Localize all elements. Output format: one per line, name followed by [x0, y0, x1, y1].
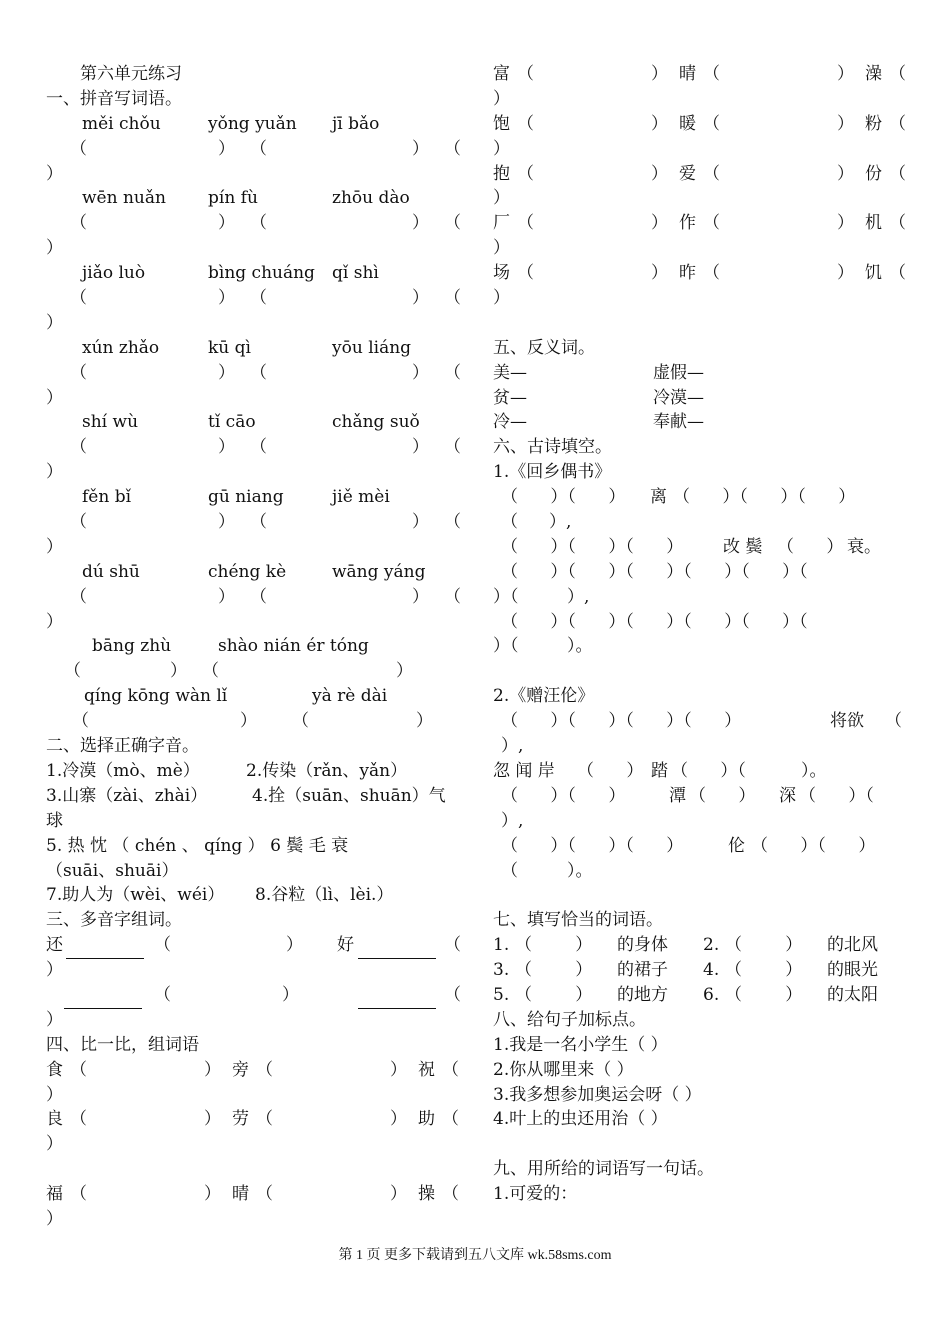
compare-row: 食 （ ） 旁 （ ） 祝 （: [46, 1058, 460, 1083]
polyphone-row-2: （ ） （: [46, 983, 460, 1008]
compare-char: 澡: [865, 64, 882, 84]
antonym-item: 贫—: [493, 387, 527, 408]
pron-item-7: 7.助人为（wèi、wéi）: [46, 885, 225, 906]
compare-row: 饱 （ ） 暖 （ ） 粉 （: [493, 112, 905, 137]
pron-item-2: 2.传染（rǎn、yǎn）: [246, 760, 408, 781]
pinyin-row: [46, 410, 460, 435]
section9-heading: 九、用所给的词语写一句话。: [493, 1159, 714, 1180]
pinyin-text: yōu liáng: [332, 337, 412, 358]
pron-item-4: 4.拴（suān、shuān）气: [252, 785, 446, 806]
pinyin-answer-row[interactable]: （ ） （ ） （: [70, 512, 461, 533]
compare-char: 食: [46, 1059, 63, 1080]
pinyin-text: dú shū: [82, 561, 140, 582]
section7-heading: 七、填写恰当的词语。: [493, 910, 663, 931]
compare-char: 饥: [865, 263, 882, 284]
compare-char: 场: [493, 263, 510, 284]
pinyin-text: yǒng yuǎn: [208, 113, 297, 134]
compare-right: 富 （ ） 晴 （ ） 澡 （ ） 饱 （ ） 暖 （ ） 粉 （ ） 抱 （ ） 爱 （ ） 份 （ ） 厂 （ ） 作 （ ） 机 （ ） 场 （ ） 昨 （ ） 饥 （ ）: [493, 64, 906, 309]
compare-char: 爱: [679, 163, 696, 184]
page-footer: 第 1 页 更多下载请到五八文库 wk.58sms.com: [338, 1248, 612, 1263]
pinyin-row: [46, 560, 460, 585]
poem1-line3: （ ）（ ）（ ） 改 鬓 （ ） 衰。: [501, 536, 881, 557]
pinyin-text: jiě mèi: [332, 487, 390, 508]
compare-char: 抱: [493, 163, 510, 184]
section6-heading: 六、古诗填空。: [493, 437, 612, 458]
pinyin-text: chéng kè: [208, 561, 287, 582]
pinyin-text: jiǎo luò: [82, 263, 146, 284]
pinyin-answer-row[interactable]: （ ） （ ） （: [70, 213, 461, 234]
pron-item-4-cont: 球: [46, 810, 63, 831]
punct-item: 1.我是一名小学生（ ）: [493, 1034, 668, 1055]
pinyin-text: bìng chuáng: [208, 263, 315, 284]
pinyin-text: wēn nuǎn: [82, 188, 166, 209]
answer-blank[interactable]: [358, 983, 436, 1009]
pinyin-text: gū niang: [208, 487, 284, 508]
answer-blank[interactable]: [64, 983, 142, 1009]
pron-item-3: 3.山寨（zài、zhài）: [46, 785, 208, 806]
answer-blank[interactable]: [358, 933, 436, 959]
section5-heading: 五、反义词。: [493, 337, 595, 358]
antonym-item: 奉献—: [653, 412, 704, 433]
pinyin-answer-row[interactable]: （ ） （ ） （: [70, 138, 461, 159]
poem2-title: 2.《赠汪伦》: [493, 686, 595, 707]
compare-char: 良: [46, 1109, 63, 1130]
antonym-item: 虚假—: [653, 362, 704, 383]
section8-heading: 八、给句子加标点。: [493, 1009, 646, 1030]
compare-char: 晴: [679, 64, 696, 84]
compare-row: 抱 （ ） 爱 （ ） 份 （: [493, 162, 905, 187]
section1-heading: 一、拼音写词语。: [46, 88, 182, 109]
pinyin-answer-row[interactable]: （ ） （ ）: [64, 661, 413, 682]
pinyin-text: shào nián ér tóng: [218, 636, 369, 657]
antonym-item: 冷漠—: [653, 387, 704, 408]
compare-char: 粉: [865, 113, 882, 134]
pinyin-answer-row[interactable]: （ ） （ ） （: [70, 362, 461, 383]
compare-left: 食 （ ） 旁 （ ） 祝 （ ） 良 （ ） 劳 （ ） 助 （ ） 福 （ ） 晴 （ ） 操 （ ）: [46, 1059, 459, 1229]
pron-item-6-cont: （suāi、shuāi）: [46, 860, 179, 881]
compare-row: 富 （ ） 晴 （ ） 澡 （: [493, 62, 905, 87]
pinyin-answer-row[interactable]: （ ） （ ） （: [70, 437, 461, 458]
polyphone-char: 还: [46, 935, 63, 956]
compare-char: 厂: [493, 213, 510, 234]
compare-char: 作: [679, 213, 696, 234]
pinyin-row: [46, 186, 460, 211]
pinyin-answer-row[interactable]: （ ） （ ）: [72, 711, 433, 732]
pron-item-5-6: 5. 热 忱 （ chén 、 qíng ） 6 鬓 毛 衰: [46, 835, 349, 856]
pron-item-8: 8.谷粒（lì、lèi.）: [255, 885, 394, 906]
section4-heading: 四、比一比，组词语: [46, 1034, 199, 1055]
compare-char: 昨: [679, 263, 696, 284]
compare-char: 助: [418, 1109, 435, 1130]
punct-item: 3.我多想参加奥运会呀（ ）: [493, 1084, 702, 1105]
polyphone-row-1: 还 （ ） 好 （: [46, 933, 460, 958]
compare-char: 机: [865, 213, 882, 234]
pinyin-text: tǐ cāo: [208, 412, 256, 433]
pinyin-text: qíng kōng wàn lǐ: [84, 686, 228, 707]
sentence-item: 1.可爱的：: [493, 1184, 578, 1205]
pinyin-text: qǐ shì: [332, 263, 379, 284]
answer-blank[interactable]: [66, 933, 144, 959]
section2-heading: 二、选择正确字音。: [46, 736, 199, 757]
poem1-line1: （ ）（ ） 离 （ ）（ ）（ ）: [501, 487, 856, 508]
pinyin-text: xún zhǎo: [82, 337, 160, 358]
compare-char: 劳: [232, 1109, 249, 1130]
pinyin-answer-row[interactable]: （ ） （ ） （: [70, 586, 461, 607]
pinyin-text: shí wù: [82, 412, 139, 433]
compare-char: 操: [418, 1184, 435, 1205]
pinyin-text: jī bǎo: [332, 113, 380, 134]
antonym-item: 美—: [493, 362, 527, 383]
pinyin-answer-row[interactable]: （ ） （ ） （: [70, 288, 461, 309]
punct-item: 2.你从哪里来（ ）: [493, 1059, 634, 1080]
pinyin-text: fěn bǐ: [82, 487, 132, 508]
pinyin-row: [46, 336, 460, 361]
compare-row: 场 （ ） 昨 （ ） 饥 （: [493, 261, 905, 286]
page-title: 第六单元练习: [80, 64, 182, 84]
punct-item: 4.叶上的虫还用治（ ）: [493, 1109, 668, 1130]
polyphone-char: 好: [337, 935, 354, 956]
compare-row: 良 （ ） 劳 （ ） 助 （: [46, 1107, 460, 1132]
compare-char: 饱: [493, 113, 510, 134]
pinyin-text: chǎng suǒ: [332, 412, 420, 433]
compare-char: 福: [46, 1184, 63, 1205]
pinyin-section: měi chǒu yǒng yuǎn jī bǎo （ ） （ ） （ ） wēn nuǎn pín fù zhōu dào （ ） （ ） （ ） jiǎo luò bìng chuáng qǐ shì （ ） （ ） （ ） xún zhǎo kū qì yōu liáng （ ） （ ） （ ） shí wù tǐ cāo chǎng suǒ （ ） （ ） （ ） fěn bǐ gū niang jiě mèi （ ） （ ） （ ） dú shū chéng kè wāng yáng （ ） （ ） （ ） bāng zhù shào nián ér tóng （ ） （ ） qíng kōng wàn lǐ yà rè dài （ ） （ ）: [46, 112, 460, 734]
pinyin-text: yà rè dài: [312, 686, 388, 707]
pinyin-text: wāng yáng: [332, 561, 426, 582]
compare-char: 份: [865, 163, 882, 184]
pinyin-row: [46, 634, 460, 659]
pinyin-text: pín fù: [208, 188, 258, 209]
left-column: 第六单元练习 一、拼音写词语。 měi chǒu yǒng yuǎn jī bǎo （ ） （ ） （ ） wēn nuǎn pín fù zhōu dào （ ） （ ） （ ） jiǎo luò bìng chuáng qǐ shì （ ） （ ） （ ） xún zhǎo kū qì yōu liáng （ ） （ ） （ ） shí wù tǐ cāo chǎng suǒ （ ） （ ） （ ） fěn bǐ gū niang jiě mèi （ ） （ ） （ ） dú shū chéng kè wāng yáng （ ） （ ） （ ） bāng zhù shào nián ér tóng （ ） （ ） qíng kōng wàn lǐ yà rè dài （ ） （ ） 二、选择正确字音。 1.冷漠（mò、mè） 2.传染（rǎn、yǎn） 3.山寨（zài、zhài） 4.拴（suān、shuān）气 球 5. 热 忱 （ chén 、 qíng ） 6 鬓 毛 衰 （suāi、shuāi） 7.助人为（wèi、wéi） 8.谷粒（lì、lèi.） 三、多音字组词。 还 （ ） 好 （ ） （ ） （ ） 四、比一比，组词语 食 （ ） 旁 （ ） 祝 （ ） 良 （ ） 劳 （ ） 助 （ ） 福 （ ） 晴 （ ） 操 （ ）: [46, 62, 460, 1232]
pinyin-row: [46, 112, 460, 137]
pinyin-row: [46, 261, 460, 286]
pinyin-text: měi chǒu: [82, 113, 161, 134]
compare-row: 厂 （ ） 作 （ ） 机 （: [493, 211, 905, 236]
pron-item-1: 1.冷漠（mò、mè）: [46, 760, 200, 781]
pinyin-text: kū qì: [208, 337, 251, 358]
right-column: 富 （ ） 晴 （ ） 澡 （ ） 饱 （ ） 暖 （ ） 粉 （ ） 抱 （ ） 爱 （ ） 份 （ ） 厂 （ ） 作 （ ） 机 （ ） 场 （ ） 昨 （ ） 饥 （ ） 五、反义词。 美— 虚假— 贫— 冷漠— 冷— 奉献— 六、古诗填空。 1.《回乡偶书》 （ ）（ ） 离 （ ）（ ）（ ） （ ）, （ ）（ ）（ ） 改 鬓 （ ） 衰。 （ ）（ ）（ ）（ ）（ ）（ ）（ ）, （ ）（ ）（ ）（ ）（ ）（ ）（ ）。 2.《赠汪伦》 （ ）（ ）（ ）（ ） 将欲 （ ）, 忽 闻 岸 （ ） 踏 （ ）（ ）。 （ ）（ ） 潭 （ ） 深 （ ）（ ）, （ ）（ ）（ ） 伦 （ ）（ ） （ ）。 七、填写恰当的词语。 1. （ ） 的身体 2. （ ） 的北风 3. （ ） 的裙子 4. （ ） 的眼光 5. （ ） 的地方 6. （ ） 的太阳 八、给句子加标点。 1.我是一名小学生（ ） 2.你从哪里来（ ） 3.我多想参加奥运会呀（ ） 4.叶上的虫还用治（ ） 九、用所给的词语写一句话。 1.可爱的：: [493, 62, 905, 1207]
section3-heading: 三、多音字组词。: [46, 910, 182, 931]
antonym-item: 冷—: [493, 412, 527, 433]
compare-char: 旁: [232, 1059, 249, 1080]
pinyin-row: [46, 684, 460, 709]
poem1-title: 1.《回乡偶书》: [493, 462, 612, 483]
compare-char: 祝: [418, 1059, 435, 1080]
pinyin-row: [46, 485, 460, 510]
pinyin-text: bāng zhù: [92, 636, 172, 657]
compare-char: 富: [493, 64, 510, 84]
compare-row: 福 （ ） 晴 （ ） 操 （: [46, 1182, 460, 1207]
compare-char: 暖: [679, 113, 696, 134]
compare-char: 晴: [232, 1184, 249, 1205]
pinyin-text: zhōu dào: [332, 188, 410, 209]
